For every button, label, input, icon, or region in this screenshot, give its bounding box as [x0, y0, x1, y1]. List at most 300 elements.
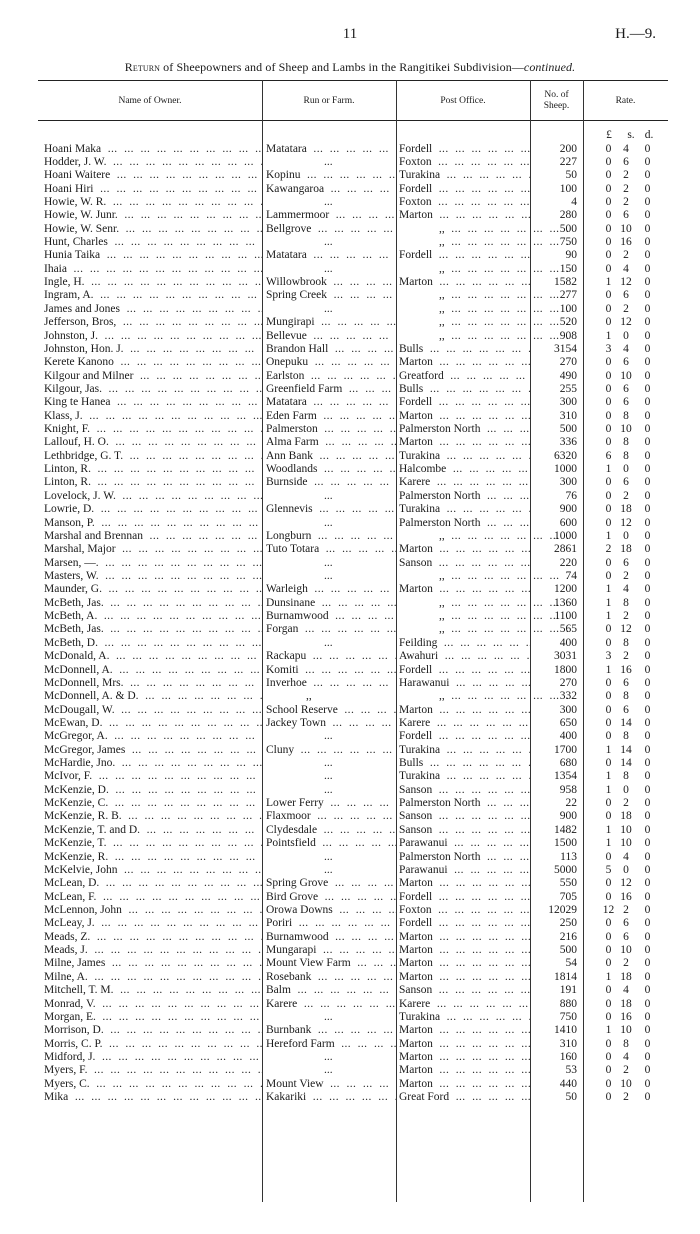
rate-shillings: 2 — [623, 610, 629, 623]
rate-shillings: 8 — [623, 449, 629, 462]
owner-name: McKenzie, C. ... — [44, 797, 262, 810]
rate-pence: 0 — [644, 449, 651, 462]
run-or-farm: Warleigh ... — [266, 583, 396, 596]
run-or-farm: ... — [324, 770, 333, 783]
sheep-count: 705 — [559, 890, 577, 903]
table-row — [0, 396, 700, 409]
run-or-farm: ... — [324, 155, 333, 168]
sheep-count: 650 — [559, 716, 577, 729]
sheep-count: 150 — [559, 262, 577, 275]
rate-pence: 0 — [644, 810, 651, 823]
rate-shillings: 12 — [620, 877, 632, 890]
run-or-farm: ,, — [306, 690, 312, 703]
rate-shillings: 2 — [623, 797, 629, 810]
table-row — [0, 597, 700, 610]
run-or-farm: Alma Farm ... — [266, 436, 396, 449]
sheep-count: 550 — [559, 877, 577, 890]
run-or-farm: Onepuku ... — [266, 356, 396, 369]
rate-pence: 0 — [644, 610, 651, 623]
owner-name: McKenzie, T. ... — [44, 837, 262, 850]
post-office: Halcombe ... — [399, 463, 530, 476]
owner-name: Ingle, H. ... — [44, 276, 262, 289]
post-office: Fordell ... — [399, 730, 530, 743]
post-office: Awahuri ... — [399, 650, 530, 663]
run-or-farm: Eden Farm ... — [266, 410, 396, 423]
rate-pounds: 0 — [605, 1091, 612, 1104]
rate-shillings: 8 — [623, 596, 629, 609]
owner-name: Lallouf, H. O. ... — [44, 436, 262, 449]
owner-name: McBeth, Jas. ... — [44, 597, 262, 610]
sheep-count: 400 — [559, 636, 577, 649]
rate-pounds: 0 — [605, 182, 612, 195]
sheep-count: 100 — [559, 302, 577, 315]
table-row — [0, 998, 700, 1011]
column-header-sheep-line2: Sheep. — [543, 101, 570, 111]
run-or-farm: Ann Bank ... — [266, 450, 396, 463]
post-office: Turakina ... — [399, 450, 530, 463]
rate-pounds: 0 — [605, 797, 612, 810]
run-or-farm: Poriri ... — [266, 917, 396, 930]
owner-name: Mitchell, T. M. ... — [44, 984, 262, 997]
post-office: Bulls ... — [399, 383, 530, 396]
run-or-farm: Cluny ... — [266, 744, 396, 757]
owner-name: Myers, C. ... — [44, 1078, 262, 1091]
rate-pence: 0 — [644, 690, 651, 703]
run-or-farm: Burnside ... — [266, 476, 396, 489]
owner-name: Meads, Z. ... — [44, 931, 262, 944]
table-row — [0, 303, 700, 316]
table-row — [0, 463, 700, 476]
rate-pounds: 1 — [605, 783, 612, 796]
post-office: ,, ... — [399, 690, 570, 703]
column-header-rate: Rate. — [615, 95, 636, 106]
run-or-farm: ... — [324, 863, 333, 876]
table-row — [0, 891, 700, 904]
run-or-farm: ... — [324, 556, 333, 569]
run-or-farm: ... — [324, 1064, 333, 1077]
rate-shillings: 2 — [623, 182, 629, 195]
rate-shillings: 2 — [623, 249, 629, 262]
run-or-farm: ... — [324, 1050, 333, 1063]
rate-pounds: 1 — [605, 610, 612, 623]
rate-pence: 0 — [644, 503, 651, 516]
post-office: Sanson ... — [399, 557, 530, 570]
rate-shillings: 4 — [623, 984, 629, 997]
sheep-count: 880 — [559, 997, 577, 1010]
owner-name: James and Jones ... — [44, 303, 262, 316]
rate-pounds: 0 — [605, 236, 612, 249]
table-row — [0, 183, 700, 196]
table-row — [0, 971, 700, 984]
rate-shillings: 2 — [623, 1064, 629, 1077]
post-office: Turakina ... — [399, 503, 530, 516]
rate-shillings: 4 — [623, 142, 629, 155]
page-number: 11 — [342, 26, 358, 42]
sheep-count: 400 — [559, 730, 577, 743]
rate-shillings: 18 — [620, 503, 632, 516]
run-or-farm: Mungirapi ... — [266, 316, 396, 329]
post-office: Sanson ... — [399, 784, 530, 797]
sheep-count: 277 — [559, 289, 577, 302]
sheep-count: 520 — [559, 316, 577, 329]
run-or-farm: ... — [324, 516, 333, 529]
rate-shillings: 8 — [623, 730, 629, 743]
rate-pounds: 0 — [605, 489, 612, 502]
column-header-sheep — [530, 84, 583, 118]
rate-pence: 0 — [644, 770, 651, 783]
sheep-count: 1814 — [554, 970, 577, 983]
table-row — [0, 476, 700, 489]
table-row — [0, 450, 700, 463]
rate-pounds: 1 — [605, 823, 612, 836]
owner-name: Hoani Waitere ... — [44, 169, 262, 182]
table-row — [0, 864, 700, 877]
rate-shillings: 6 — [623, 155, 629, 168]
owner-name: Maunder, G. ... — [44, 583, 262, 596]
rate-pence: 0 — [644, 142, 651, 155]
rate-pence: 0 — [644, 703, 651, 716]
table-row — [0, 650, 700, 663]
rate-pounds: 0 — [605, 476, 612, 489]
rate-pence: 0 — [644, 850, 651, 863]
sheep-count: 1354 — [554, 770, 577, 783]
rate-pence: 0 — [644, 423, 651, 436]
rate-pounds: 0 — [605, 636, 612, 649]
owner-name: McKenzie, R. B. ... — [44, 810, 262, 823]
rate-pence: 0 — [644, 730, 651, 743]
rate-pounds: 1 — [605, 463, 612, 476]
table-row — [0, 330, 700, 343]
run-or-farm: Palmerston ... — [266, 423, 396, 436]
sheep-count: 565 — [559, 623, 577, 636]
sheep-count: 250 — [559, 917, 577, 930]
post-office: Foxton ... — [399, 904, 530, 917]
rate-pounds: 0 — [605, 957, 612, 970]
sheep-count: 750 — [559, 236, 577, 249]
rate-shillings: 4 — [623, 583, 629, 596]
table-row — [0, 757, 700, 770]
post-office: Marton ... — [399, 1078, 530, 1091]
sheep-count: 76 — [565, 489, 577, 502]
run-or-farm: ... — [324, 757, 333, 770]
rate-pounds: 0 — [605, 289, 612, 302]
owner-name: King te Hanea ... — [44, 396, 262, 409]
rate-pounds: 0 — [605, 302, 612, 315]
run-or-farm: ... — [324, 489, 333, 502]
run-or-farm: Woodlands ... — [266, 463, 396, 476]
owner-name: Ihaia ... — [44, 263, 262, 276]
post-office: Palmerston North ... — [399, 423, 530, 436]
owner-name: Hoani Hiri ... — [44, 183, 262, 196]
post-office: Palmerston North ... — [399, 517, 530, 530]
rate-pence: 0 — [644, 997, 651, 1010]
rate-pence: 0 — [644, 382, 651, 395]
owner-name: Morris, C. P. ... — [44, 1038, 262, 1051]
owner-name: McBeth, D. ... — [44, 637, 262, 650]
post-office: Great Ford ... — [399, 1091, 530, 1104]
run-or-farm: Inverhoe ... — [266, 677, 396, 690]
run-or-farm: ... — [324, 236, 333, 249]
run-or-farm: Matatara ... — [266, 249, 396, 262]
table-row — [0, 490, 700, 503]
post-office: Marton ... — [399, 436, 530, 449]
table-row — [0, 557, 700, 570]
rate-pounds: 0 — [605, 944, 612, 957]
rate-pence: 0 — [644, 837, 651, 850]
table-row — [0, 223, 700, 236]
run-or-farm: Orowa Downs ... — [266, 904, 396, 917]
run-or-farm: Bellevue ... — [266, 330, 396, 343]
run-or-farm: ... — [324, 302, 333, 315]
rate-pounds: 0 — [605, 570, 612, 582]
column-header-run: Run or Farm. — [303, 95, 355, 106]
post-office: Marton ... — [399, 704, 530, 717]
post-office: Parawanui ... — [399, 864, 530, 877]
header-rule — [38, 120, 668, 121]
post-office: ,, ... — [399, 610, 570, 623]
run-or-farm: Spring Creek ... — [266, 289, 396, 302]
rate-pounds: 0 — [605, 556, 612, 569]
title-main: of Sheepowners and of Sheep and Lambs in the Rangitikei Subdivision— — [160, 60, 524, 74]
post-office: Sanson ... — [399, 824, 530, 837]
rate-pounds: 0 — [605, 1077, 612, 1090]
rate-pence: 0 — [644, 543, 651, 556]
post-office: Marton ... — [399, 1051, 530, 1064]
rate-pence: 0 — [644, 1024, 651, 1037]
rate-pounds: 0 — [605, 623, 612, 636]
table-row — [0, 851, 700, 864]
post-office: Fordell ... — [399, 891, 530, 904]
run-or-farm: Kawangaroa ... — [266, 183, 396, 196]
rate-pounds: 0 — [605, 690, 612, 703]
run-or-farm: Dunsinane ... — [266, 597, 396, 610]
rate-shillings: 10 — [620, 823, 632, 836]
rate-pence: 0 — [644, 529, 651, 542]
sheep-count: 74 — [565, 570, 577, 582]
owner-name: Kerete Kanono ... — [44, 356, 262, 369]
rate-pounds: 0 — [605, 356, 612, 369]
rate-pounds: 12 — [602, 903, 615, 916]
post-office: Sanson ... — [399, 810, 530, 823]
rate-pounds: 3 — [605, 650, 612, 663]
sheep-count: 53 — [565, 1064, 577, 1077]
owner-name: McDonnell, Mrs. ... — [44, 677, 262, 690]
owner-name: Jefferson, Bros, ... — [44, 316, 262, 329]
table-row — [0, 583, 700, 596]
owner-name: Linton, R. ... — [44, 463, 262, 476]
sheep-count: 900 — [559, 503, 577, 516]
owner-name: Knight, F. ... — [44, 423, 262, 436]
title-lead: Return — [124, 60, 161, 74]
rate-pounds: 0 — [605, 316, 612, 329]
run-or-farm: Mungarapi ... — [266, 944, 396, 957]
rate-shillings: 10 — [620, 1024, 632, 1037]
post-office: Karere ... — [399, 476, 530, 489]
run-or-farm: ... — [324, 783, 333, 796]
post-office: Palmerston North ... — [399, 490, 530, 503]
sheep-count: 160 — [559, 1050, 577, 1063]
sheep-count: 1200 — [554, 583, 577, 596]
rate-pence: 0 — [644, 757, 651, 770]
owner-name: Hodder, J. W. ... — [44, 156, 262, 169]
sheep-count: 680 — [559, 757, 577, 770]
owner-name: Meads, J. ... — [44, 944, 262, 957]
owner-name: Lovelock, J. W. ... — [44, 490, 262, 503]
run-or-farm: ... — [324, 730, 333, 743]
rate-pounds: 0 — [605, 409, 612, 422]
owner-name: McKelvie, John ... — [44, 864, 262, 877]
rate-pounds: 1 — [605, 743, 612, 756]
rate-shillings: 8 — [623, 1037, 629, 1050]
table-row — [0, 984, 700, 997]
rate-pounds: 0 — [605, 503, 612, 516]
sheep-count: 1800 — [554, 663, 577, 676]
run-or-farm: School Reserve ... — [266, 704, 396, 717]
sheep-count: 100 — [559, 182, 577, 195]
owner-name: Lethbridge, G. T. ... — [44, 450, 262, 463]
run-or-farm: ... — [324, 1010, 333, 1023]
run-or-farm: Matatara ... — [266, 143, 396, 156]
rate-shillings: 6 — [623, 356, 629, 369]
sheep-count: 300 — [559, 476, 577, 489]
rate-shillings: 4 — [623, 850, 629, 863]
rate-pence: 0 — [644, 276, 651, 289]
rate-shillings: 4 — [623, 1050, 629, 1063]
post-office: ,, ... — [399, 623, 570, 636]
table-row — [0, 944, 700, 957]
rate-shillings: 2 — [623, 195, 629, 208]
rate-pence: 0 — [644, 1037, 651, 1050]
rate-pence: 0 — [644, 396, 651, 409]
owner-name: Marshal, Major ... — [44, 543, 262, 556]
run-or-farm: Rackapu ... — [266, 650, 396, 663]
rate-pence: 0 — [644, 195, 651, 208]
owner-name: Morgan, E. ... — [44, 1011, 262, 1024]
run-or-farm: Matatara ... — [266, 396, 396, 409]
owner-name: McDougall, W. ... — [44, 704, 262, 717]
rate-shillings: 8 — [623, 636, 629, 649]
sheep-count: 191 — [559, 984, 577, 997]
post-office: Marton ... — [399, 971, 530, 984]
rate-shillings: 2 — [623, 489, 629, 502]
post-office: ,, ... — [399, 330, 570, 343]
post-office: Fordell ... — [399, 664, 530, 677]
rate-pence: 0 — [644, 516, 651, 529]
rate-shillings: 6 — [623, 703, 629, 716]
sheep-count: 300 — [559, 703, 577, 716]
post-office: ,, ... — [399, 236, 570, 249]
run-or-farm: Mount View ... — [266, 1078, 396, 1091]
rate-pence: 0 — [644, 463, 651, 476]
shillings-symbol: s. — [627, 129, 635, 141]
sheep-count: 270 — [559, 676, 577, 689]
rate-shillings: 10 — [620, 944, 632, 957]
table-row — [0, 610, 700, 623]
rate-pence: 0 — [644, 650, 651, 663]
rate-pence: 0 — [644, 155, 651, 168]
rate-pounds: 1 — [605, 276, 612, 289]
sheep-count: 90 — [565, 249, 577, 262]
post-office: Sanson ... — [399, 984, 530, 997]
column-header-post: Post Office. — [440, 95, 486, 106]
rate-shillings: 6 — [623, 476, 629, 489]
rate-pence: 0 — [644, 302, 651, 315]
rate-shillings: 16 — [620, 236, 632, 249]
rate-pence: 0 — [644, 236, 651, 249]
rate-pence: 0 — [644, 222, 651, 235]
rate-pounds: 6 — [605, 449, 612, 462]
post-office: Marton ... — [399, 583, 530, 596]
rate-pounds: 1 — [605, 770, 612, 783]
run-or-farm: Rosebank ... — [266, 971, 396, 984]
rate-pounds: 0 — [605, 757, 612, 770]
sheep-count: 50 — [565, 1091, 577, 1104]
run-or-farm: Balm ... — [266, 984, 396, 997]
sheep-count: 12029 — [548, 903, 577, 916]
table-row — [0, 383, 700, 396]
post-office: Harawanui ... — [399, 677, 530, 690]
owner-name: Howie, W. Junr. ... — [44, 209, 262, 222]
table-row — [0, 169, 700, 182]
sheep-count: 332 — [559, 690, 577, 703]
rate-shillings: 10 — [620, 423, 632, 436]
post-office: Marton ... — [399, 209, 530, 222]
table-title — [0, 60, 700, 75]
rate-shillings: 6 — [623, 209, 629, 222]
run-or-farm: Flaxmoor ... — [266, 810, 396, 823]
top-rule — [38, 80, 668, 81]
rate-pounds: 0 — [605, 877, 612, 890]
rate-shillings: 12 — [620, 516, 632, 529]
table-row — [0, 623, 700, 636]
rate-pence: 0 — [644, 1010, 651, 1023]
rate-pounds: 0 — [605, 155, 612, 168]
owner-name: Ingram, A. ... — [44, 289, 262, 302]
run-or-farm: Glennevis ... — [266, 503, 396, 516]
owner-name: McLean, D. ... — [44, 877, 262, 890]
rate-pounds: 1 — [605, 583, 612, 596]
rate-pounds: 0 — [605, 249, 612, 262]
rate-pence: 0 — [644, 182, 651, 195]
run-or-farm: Jackey Town ... — [266, 717, 396, 730]
sheep-count: 958 — [559, 783, 577, 796]
table-row — [0, 517, 700, 530]
table-row — [0, 543, 700, 556]
table-row — [0, 1078, 700, 1091]
run-or-farm: Lower Ferry ... — [266, 797, 396, 810]
rate-pounds: 0 — [605, 676, 612, 689]
rate-pounds: 0 — [605, 1037, 612, 1050]
rate-pence: 0 — [644, 289, 651, 302]
post-office: Parawanui ... — [399, 837, 530, 850]
rate-shillings: 6 — [623, 676, 629, 689]
table-row — [0, 196, 700, 209]
rate-shillings: 10 — [620, 1077, 632, 1090]
owner-name: Johnston, J. ... — [44, 330, 262, 343]
post-office: Marton ... — [399, 877, 530, 890]
owner-name: Myers, F. ... — [44, 1064, 262, 1077]
sheep-count: 500 — [559, 423, 577, 436]
post-office: Marton ... — [399, 1024, 530, 1037]
rate-pence: 0 — [644, 409, 651, 422]
sheep-count: 54 — [565, 957, 577, 970]
post-office: Turakina ... — [399, 1011, 530, 1024]
run-or-farm: Lammermoor ... — [266, 209, 396, 222]
owner-name: McKenzie, R. ... — [44, 851, 262, 864]
rate-shillings: 14 — [620, 743, 632, 756]
rate-shillings: 8 — [623, 436, 629, 449]
table-row — [0, 423, 700, 436]
